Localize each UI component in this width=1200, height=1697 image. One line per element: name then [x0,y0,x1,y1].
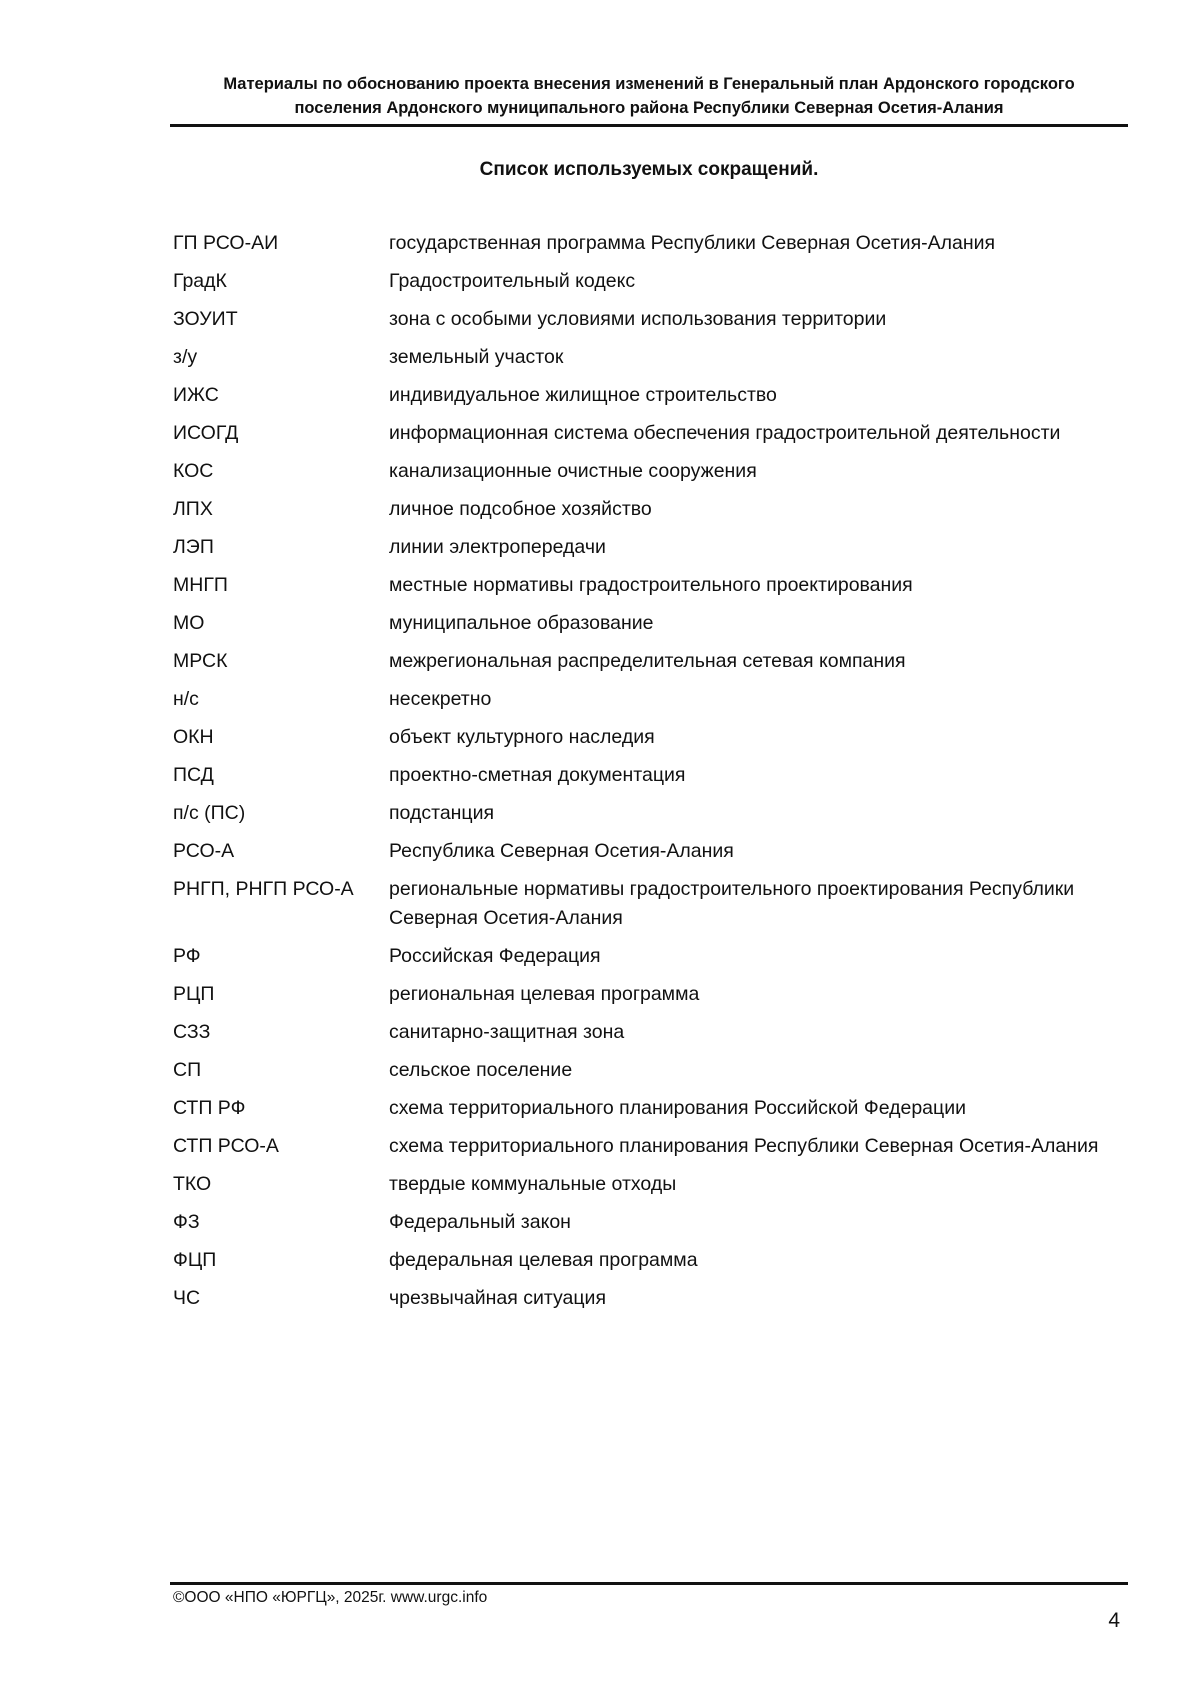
abbreviation-row [173,381,1133,410]
abbreviation-row [173,837,1133,866]
abbreviation-row [173,723,1133,752]
abbreviation-definition: региональные нормативы градостроительного проектирования Республики Северная Осетия-Алания [389,878,1075,929]
abbreviation-row [173,343,1133,372]
abbreviation-definition: Республика Северная Осетия-Алания [389,840,734,862]
abbreviation-definition: проектно-сметная документация [389,764,686,786]
page-title: Список используемых сокращений. [479,159,819,180]
abbreviation-term: ГП РСО-АИ [173,232,279,254]
abbreviation-definition: линии электропередачи [389,536,606,558]
abbreviation-row [173,1284,1133,1313]
abbreviation-row [173,1246,1133,1275]
abbreviation-row [173,229,1133,258]
abbreviation-definition: канализационные очистные сооружения [389,460,757,482]
abbreviation-term: ЛЭП [173,536,214,558]
abbreviation-term: ЛПХ [173,498,213,520]
abbreviation-row [173,495,1133,524]
abbreviation-term: СП [173,1059,202,1081]
abbreviation-row [173,1056,1133,1085]
abbreviation-row [173,305,1133,334]
abbreviation-term: РНГП, РНГП РСО-А [173,878,354,900]
header-divider [170,124,1128,127]
abbreviation-term: ТКО [173,1173,212,1195]
abbreviation-row [173,1208,1133,1237]
abbreviation-definition: несекретно [389,688,492,710]
abbreviation-row [173,875,1133,933]
abbreviation-row [173,267,1133,296]
abbreviation-definition: информационная система обеспечения градостроительной деятельности [389,422,1061,444]
abbreviation-row [173,419,1133,448]
abbreviation-definition: муниципальное образование [389,612,654,634]
abbreviation-definition: Градостроительный кодекс [389,270,636,292]
abbreviation-term: ЧС [173,1287,201,1309]
abbreviation-row [173,1132,1133,1161]
abbreviation-row [173,799,1133,828]
abbreviation-definition: региональная целевая программа [389,983,700,1005]
abbreviation-term: ИЖС [173,384,219,406]
abbreviation-definition: схема территориального планирования Республики Северная Осетия-Алания [389,1135,1099,1157]
header-line-1: Материалы по обоснованию проекта внесения изменений в Генеральный план Ардонского городского [223,75,1075,93]
abbreviation-row [173,647,1133,676]
abbreviation-definition: земельный участок [389,346,564,368]
abbreviation-term: РФ [173,945,201,967]
abbreviation-definition: зона с особыми условиями использования территории [389,308,887,330]
abbreviation-row [173,457,1133,486]
abbreviation-definition: сельское поселение [389,1059,573,1081]
abbreviation-term: з/у [173,346,198,368]
abbreviation-definition: индивидуальное жилищное строительство [389,384,777,406]
abbreviation-definition: санитарно-защитная зона [389,1021,625,1043]
abbreviation-row [173,1094,1133,1123]
abbreviation-definition: схема территориального планирования Российской Федерации [389,1097,966,1119]
abbreviation-term: МНГП [173,574,228,596]
abbreviation-term: ФЦП [173,1249,217,1271]
abbreviation-definition: чрезвычайная ситуация [389,1287,607,1309]
abbreviation-definition: федеральная целевая программа [389,1249,698,1271]
abbreviation-term: п/с (ПС) [173,802,246,824]
abbreviation-row [173,761,1133,790]
abbreviation-row [173,1170,1133,1199]
abbreviation-term: ГрадК [173,270,227,292]
abbreviation-term: РЦП [173,983,215,1005]
abbreviation-definition: твердые коммунальные отходы [389,1173,677,1195]
page-number: 4 [1108,1609,1120,1632]
abbreviation-term: МРСК [173,650,228,672]
abbreviation-term: СТП РСО-А [173,1135,279,1157]
abbreviation-term: ИСОГД [173,422,239,444]
header-line-2: поселения Ардонского муниципального района Республики Северная Осетия-Алания [294,99,1004,117]
abbreviation-row [173,571,1133,600]
footer-divider [170,1582,1128,1585]
abbreviation-term: ЗОУИТ [173,308,238,330]
abbreviation-term: ПСД [173,764,214,786]
abbreviation-definition: местные нормативы градостроительного проектирования [389,574,913,596]
abbreviation-definition: Российская Федерация [389,945,601,967]
abbreviation-row [173,980,1133,1009]
abbreviation-row [173,685,1133,714]
abbreviation-row [173,1018,1133,1047]
abbreviation-definition: подстанция [389,802,495,824]
abbreviation-definition: межрегиональная распределительная сетевая компания [389,650,906,672]
page-header [170,72,1128,120]
abbreviation-term: н/с [173,688,199,710]
abbreviation-definition: объект культурного наследия [389,726,655,748]
abbreviation-term: КОС [173,460,214,482]
abbreviation-definition: государственная программа Республики Северная Осетия-Алания [389,232,996,254]
abbreviation-row [173,609,1133,638]
footer-copyright: ©ООО «НПО «ЮРГЦ», 2025г. www.urgc.info [173,1589,488,1606]
abbreviation-term: РСО-А [173,840,235,862]
abbreviation-list [173,229,1133,1322]
abbreviation-row [173,942,1133,971]
abbreviation-term: ОКН [173,726,214,748]
abbreviation-term: МО [173,612,205,634]
abbreviation-definition: Федеральный закон [389,1211,571,1233]
abbreviation-term: СТП РФ [173,1097,246,1119]
abbreviation-row [173,533,1133,562]
abbreviation-term: ФЗ [173,1211,200,1233]
abbreviation-definition: личное подсобное хозяйство [389,498,652,520]
abbreviation-term: СЗЗ [173,1021,211,1043]
